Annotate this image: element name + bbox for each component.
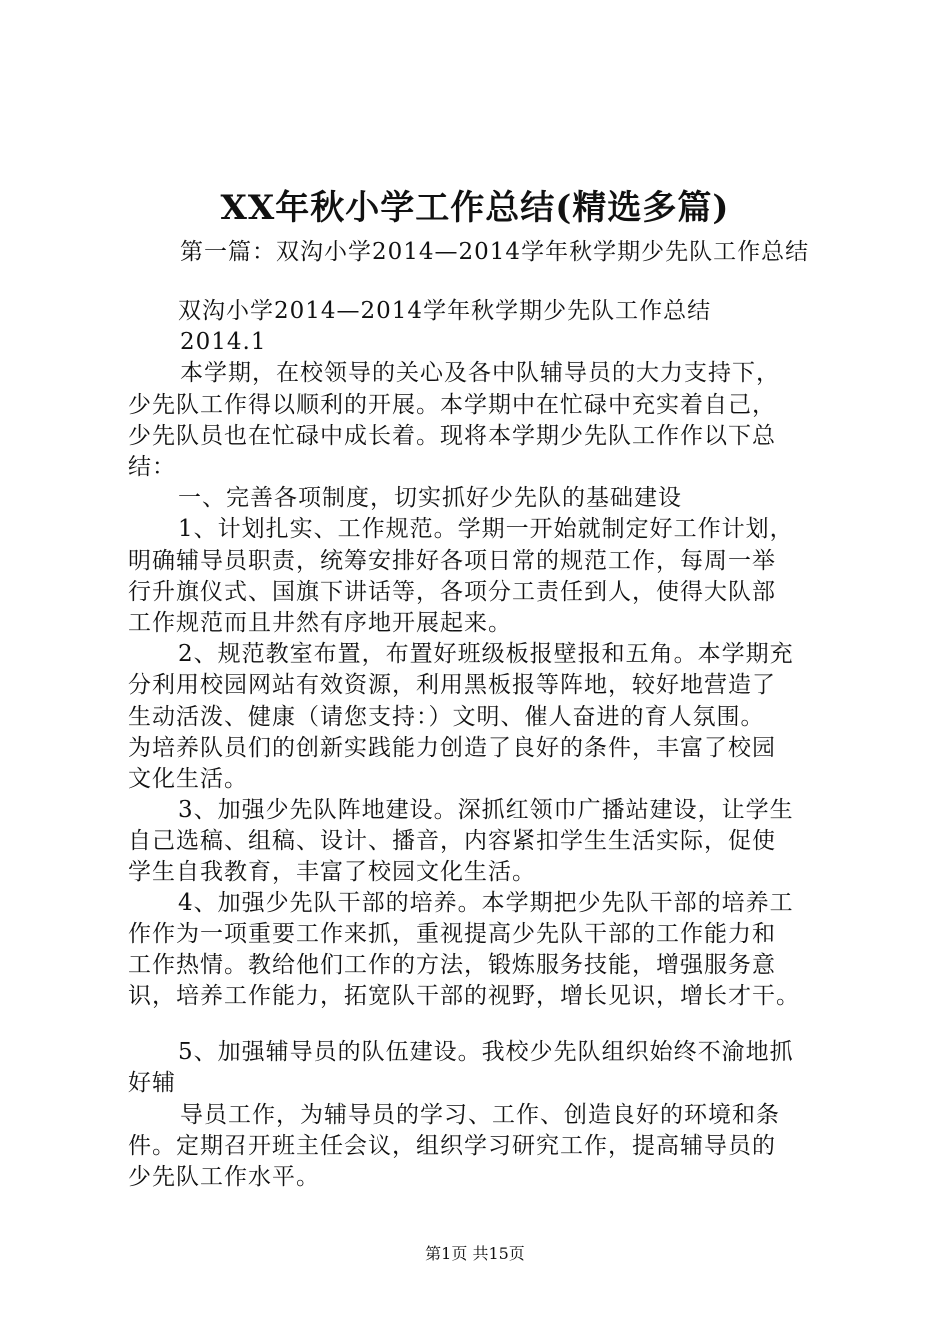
paragraph-line: 2、规范教室布置，布置好班级板报壁报和五角。本学期充 [178,641,794,667]
paragraph-line: 工作规范而且井然有序地开展起来。 [128,610,512,636]
paragraph-line: 少先队员也在忙碌中成长着。现将本学期少先队工作作以下总 [128,423,776,449]
section-heading-line: 一、完善各项制度，切实抓好少先队的基础建设 [178,485,682,511]
paragraph-line: 明确辅导员职责，统筹安排好各项日常的规范工作，每周一举 [128,548,776,574]
paragraph-line: 行升旗仪式、国旗下讲话等，各项分工责任到人，使得大队部 [128,579,776,605]
paragraph-line: 好辅 [128,1070,176,1096]
paragraph-line: 自己选稿、组稿、设计、播音，内容紧扣学生生活实际，促使 [128,828,776,854]
paragraph-line: 件。定期召开班主任会议，组织学习研究工作，提高辅导员的 [128,1133,776,1159]
paragraph-line: 作作为一项重要工作来抓，重视提高少先队干部的工作能力和 [128,921,776,947]
paragraph-line: 导员工作，为辅导员的学习、工作、创造良好的环境和条 [180,1102,780,1128]
subtitle-line: 第一篇：双沟小学2014—2014学年秋学期少先队工作总结 [180,239,810,265]
paragraph-line: 工作热情。教给他们工作的方法，锻炼服务技能，增强服务意 [128,952,776,978]
document-title: XX年秋小学工作总结(精选多篇) [220,188,730,228]
date-line: 2014.1 [180,329,267,355]
paragraph-line: 3、加强少先队阵地建设。深抓红领巾广播站建设，让学生 [178,797,794,823]
paragraph-line: 分利用校园网站有效资源，利用黑板报等阵地，较好地营造了 [128,672,776,698]
paragraph-line: 少先队工作得以顺利的开展。本学期中在忙碌中充实着自己， [128,392,776,418]
paragraph-line: 生动活泼、健康（请您支持：）文明、催人奋进的育人氛围。 [128,704,765,730]
paragraph-line: 少先队工作水平。 [128,1164,320,1190]
paragraph-line: 为培养队员们的创新实践能力创造了良好的条件，丰富了校园 [128,735,776,761]
paragraph-line: 学生自我教育，丰富了校园文化生活。 [128,859,536,885]
paragraph-line: 1、计划扎实、工作规范。学期一开始就制定好工作计划， [178,516,794,542]
paragraph-line: 5、加强辅导员的队伍建设。我校少先队组织始终不渝地抓 [178,1039,794,1065]
paragraph-line: 文化生活。 [128,766,248,792]
paragraph-line: 结： [128,454,176,480]
paragraph-line: 本学期，在校领导的关心及各中队辅导员的大力支持下， [180,360,780,386]
paragraph-line: 识，培养工作能力，拓宽队干部的视野，增长见识，增长才干。 [128,983,800,1009]
section-heading-line: 双沟小学2014—2014学年秋学期少先队工作总结 [178,298,712,324]
paragraph-line: 4、加强少先队干部的培养。本学期把少先队干部的培养工 [178,890,794,916]
page-number-footer: 第1页 共15页 [425,1244,525,1263]
